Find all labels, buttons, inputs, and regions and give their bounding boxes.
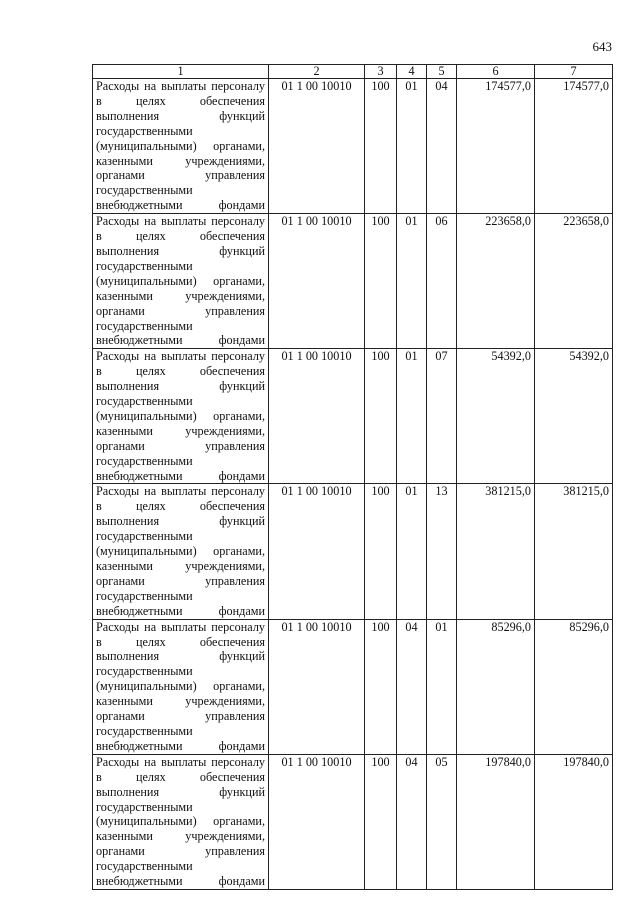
table-row	[93, 484, 613, 619]
row-description: Расходы на выплаты персоналу в целях обеспечения выполнения функций государственными (муниципальными) органами, казенными учреждениями, органами управления государственными внебюджетными фондами	[93, 484, 269, 619]
row-amount-7: 85296,0	[535, 619, 613, 754]
row-subsection: 01	[427, 619, 457, 754]
row-amount-7: 223658,0	[535, 214, 613, 349]
row-expense-type: 100	[365, 619, 397, 754]
row-subsection: 04	[427, 79, 457, 214]
row-section: 01	[397, 484, 427, 619]
table-row	[93, 79, 613, 214]
row-amount-6: 54392,0	[457, 349, 535, 484]
column-header-4: 4	[397, 65, 427, 79]
row-amount-6: 197840,0	[457, 754, 535, 889]
table-row	[93, 349, 613, 484]
row-target-code: 01 1 00 10010	[269, 484, 365, 619]
row-description: Расходы на выплаты персоналу в целях обеспечения выполнения функций государственными (муниципальными) органами, казенными учреждениями, органами управления государственными внебюджетными фондами	[93, 349, 269, 484]
row-subsection: 05	[427, 754, 457, 889]
row-subsection: 07	[427, 349, 457, 484]
row-target-code: 01 1 00 10010	[269, 619, 365, 754]
row-section: 01	[397, 79, 427, 214]
row-description: Расходы на выплаты персоналу в целях обеспечения выполнения функций государственными (муниципальными) органами, казенными учреждениями, органами управления государственными внебюджетными фондами	[93, 79, 269, 214]
row-amount-7: 381215,0	[535, 484, 613, 619]
row-expense-type: 100	[365, 79, 397, 214]
row-amount-7: 54392,0	[535, 349, 613, 484]
table-row	[93, 619, 613, 754]
row-amount-7: 197840,0	[535, 754, 613, 889]
row-description: Расходы на выплаты персоналу в целях обеспечения выполнения функций государственными (муниципальными) органами, казенными учреждениями, органами управления государственными внебюджетными фондами	[93, 754, 269, 889]
row-amount-6: 174577,0	[457, 79, 535, 214]
row-target-code: 01 1 00 10010	[269, 754, 365, 889]
row-subsection: 13	[427, 484, 457, 619]
row-target-code: 01 1 00 10010	[269, 214, 365, 349]
page-number: 643	[592, 39, 612, 54]
row-expense-type: 100	[365, 349, 397, 484]
row-subsection: 06	[427, 214, 457, 349]
row-target-code: 01 1 00 10010	[269, 349, 365, 484]
row-expense-type: 100	[365, 754, 397, 889]
row-description: Расходы на выплаты персоналу в целях обеспечения выполнения функций государственными (муниципальными) органами, казенными учреждениями, органами управления государственными внебюджетными фондами	[93, 214, 269, 349]
row-expense-type: 100	[365, 484, 397, 619]
row-target-code: 01 1 00 10010	[269, 79, 365, 214]
row-section: 04	[397, 619, 427, 754]
column-header-3: 3	[365, 65, 397, 79]
row-section: 04	[397, 754, 427, 889]
row-section: 01	[397, 349, 427, 484]
row-section: 01	[397, 214, 427, 349]
row-expense-type: 100	[365, 214, 397, 349]
row-amount-6: 381215,0	[457, 484, 535, 619]
column-header-6: 6	[457, 65, 535, 79]
table-row	[93, 214, 613, 349]
row-amount-6: 223658,0	[457, 214, 535, 349]
row-amount-7: 174577,0	[535, 79, 613, 214]
table-row	[93, 754, 613, 889]
header-row	[93, 65, 613, 79]
column-header-1: 1	[93, 65, 269, 79]
budget-table	[92, 64, 613, 890]
column-header-2: 2	[269, 65, 365, 79]
column-header-5: 5	[427, 65, 457, 79]
row-amount-6: 85296,0	[457, 619, 535, 754]
row-description: Расходы на выплаты персоналу в целях обеспечения выполнения функций государственными (муниципальными) органами, казенными учреждениями, органами управления государственными внебюджетными фондами	[93, 619, 269, 754]
column-header-7: 7	[535, 65, 613, 79]
